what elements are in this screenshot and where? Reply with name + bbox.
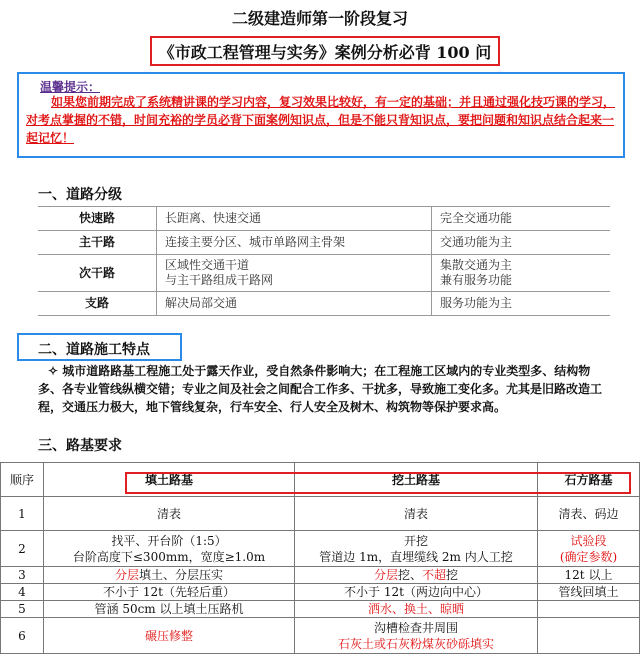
cell-line: 开挖	[403, 533, 428, 548]
cell-cut	[295, 531, 538, 567]
cell-seq: 1	[1, 497, 44, 531]
cell-seq: 6	[1, 618, 44, 654]
tip-text: 如果您前期完成了系统精讲课的学习内容，复习效果比较好，有一定的基础；并且通过强化技巧课的学习，对考点掌握的不错，时间充裕的学员必背下面案例知识点，但是不能只背知识点，要把问题和知识点结合起来一起记忆！	[26, 95, 616, 145]
grade-name: 主干路	[38, 231, 157, 255]
cell-seq: 2	[1, 531, 44, 567]
cell-fill: 不小于 12t（先轻后重）	[44, 584, 295, 601]
cell-fill: 清表	[44, 497, 295, 531]
cell-line: 石灰土或石灰粉煤灰砂砾填实	[337, 636, 494, 651]
grade-name: 支路	[38, 292, 157, 316]
grade-function: 完全交通功能	[432, 207, 611, 231]
construction-paragraph: ✧ 城市道路路基工程施工处于露天作业，受自然条件影响大；在工程施工区域内的专业类型多、结构物多、各专业管线纵横交错；专业之间及社会之间配合工作多、干扰多，导致施工变化多。尤其是旧路改造工程，交通压力极大，地下管线复杂，行车安全、行人安全及树木、构筑物等保护要求高。	[38, 364, 603, 414]
cell-text: 挖	[446, 568, 459, 582]
red-text: 分层	[373, 568, 398, 582]
cell-seq: 3	[1, 567, 44, 584]
cell-rock: 清表、码边	[538, 497, 640, 531]
table-row	[1, 584, 640, 601]
grade-desc: 解决局部交通	[157, 292, 432, 316]
grade-desc: 长距离、快速交通	[157, 207, 432, 231]
grade-function	[432, 255, 611, 292]
grade-function: 交通功能为主	[432, 231, 611, 255]
grade-function-line: 集散交通为主	[440, 258, 513, 272]
grade-desc	[157, 255, 432, 292]
cell-cut	[295, 618, 538, 654]
header-rock: 石方路基	[538, 463, 640, 497]
table-row	[38, 292, 610, 316]
cell-rock: 12t 以上	[538, 567, 640, 584]
table-row	[1, 618, 640, 654]
table-row	[1, 601, 640, 618]
cell-text: 挖、	[397, 568, 422, 582]
cell-rock: 管线回填土	[538, 584, 640, 601]
page-subtitle: 《市政工程管理与实务》案例分析必背 100 问	[158, 43, 492, 62]
cell-line: 台阶高度下≤300mm，宽度≥1.0m	[72, 549, 266, 564]
table-row	[1, 497, 640, 531]
cell-fill	[44, 567, 295, 584]
table-row	[38, 231, 610, 255]
cell-rock	[538, 531, 640, 567]
cell-fill: 管涵 50cm 以上填土压路机	[44, 601, 295, 618]
header-cut: 挖土路基	[295, 463, 538, 497]
cell-fill	[44, 531, 295, 567]
table-row	[38, 207, 610, 231]
cell-seq: 5	[1, 601, 44, 618]
table-row	[1, 567, 640, 584]
cell-line: 管道边 1m，直埋缆线 2m 内人工挖	[319, 549, 513, 564]
cell-line: 沟槽检查井周围	[373, 620, 458, 635]
grade-function: 服务功能为主	[432, 292, 611, 316]
table-row	[1, 531, 640, 567]
grade-desc-line: 与主干路组成干路网	[165, 273, 274, 287]
red-text: 不超	[422, 568, 447, 582]
table-header-highlight-box	[125, 472, 631, 494]
road-grade-table	[38, 206, 610, 316]
cell-seq: 4	[1, 584, 44, 601]
section-heading-construction: 二、道路施工特点	[38, 342, 150, 358]
red-text: 分层	[114, 568, 139, 582]
page-title: 二级建造师第一阶段复习	[231, 9, 408, 28]
grade-name: 次干路	[38, 255, 157, 292]
header-seq: 顺序	[1, 463, 44, 497]
cell-rock	[538, 601, 640, 618]
cell-rock	[538, 618, 640, 654]
cell-cut: 洒水、换土、晾晒	[295, 601, 538, 618]
section-heading-subgrade: 三、路基要求	[38, 438, 122, 454]
tip-label: 温馨提示：	[40, 80, 101, 94]
grade-function-line: 兼有服务功能	[440, 273, 513, 287]
grade-desc-line: 区域性交通干道	[165, 258, 250, 272]
cell-text: 填土、分层压实	[139, 568, 224, 582]
cell-line: 找平、开台阶（1:5）	[111, 533, 227, 548]
cell-line: (确定参数)	[559, 549, 618, 564]
cell-cut	[295, 567, 538, 584]
section-heading-road-grades: 一、道路分级	[38, 187, 122, 203]
cell-cut: 不小于 12t（两边向中心）	[295, 584, 538, 601]
table-row	[38, 255, 610, 292]
cell-cut: 清表	[295, 497, 538, 531]
cell-line: 试验段	[570, 533, 607, 548]
grade-name: 快速路	[38, 207, 157, 231]
grade-desc: 连接主要分区、城市单路网主骨架	[157, 231, 432, 255]
header-fill: 填土路基	[44, 463, 295, 497]
cell-fill: 碾压修整	[44, 618, 295, 654]
